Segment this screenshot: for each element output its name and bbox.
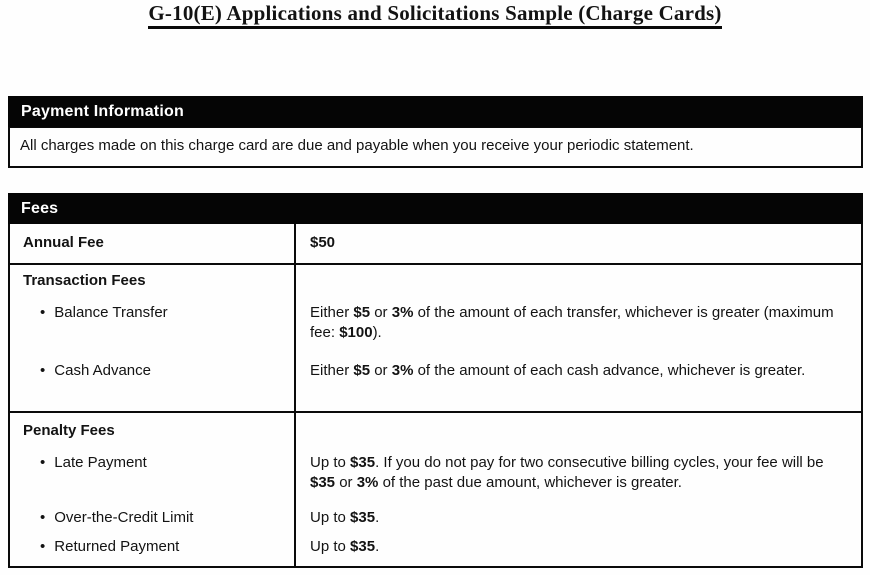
bullet-icon: • (40, 509, 46, 526)
fee-category-penalty-fees-spacer (295, 411, 861, 441)
fee-label-returned-payment-text: Returned Payment (54, 538, 180, 555)
fee-label-balance-transfer (10, 291, 295, 343)
fee-category-transaction-fees-spacer (295, 263, 861, 291)
fee-label-cash-advance-text: Cash Advance (54, 362, 151, 379)
fees-section (8, 193, 863, 568)
payment-information-section (8, 96, 863, 168)
fee-category-penalty-fees: Penalty Fees (10, 411, 295, 441)
page-title (0, 1, 870, 26)
payment-information-header-label: Payment Information (21, 102, 184, 120)
fee-label-balance-transfer-text: Balance Transfer (54, 304, 168, 321)
payment-information-text: All charges made on this charge card are due and payable when you receive your periodic statement. (8, 127, 863, 168)
fee-label-cash-advance (10, 343, 295, 411)
bullet-icon: • (40, 304, 46, 321)
bullet-icon: • (40, 362, 46, 379)
payment-information-header-bar (8, 96, 863, 127)
fee-category-transaction-fees: Transaction Fees (10, 263, 295, 291)
fee-label-late-payment-text: Late Payment (54, 454, 147, 471)
bullet-icon: • (40, 454, 46, 471)
page-title-text: G-10(E) Applications and Solicitations Sample (Charge Cards) (148, 1, 721, 29)
fees-header-label: Fees (21, 199, 59, 217)
fee-label-over-the-credit-limit-text: Over-the-Credit Limit (54, 509, 194, 526)
fees-header-bar (8, 193, 863, 224)
fee-value-annual-fee: $50 (310, 234, 336, 251)
fee-label-returned-payment (10, 529, 295, 566)
fee-label-over-the-credit-limit (10, 493, 295, 529)
bullet-icon: • (40, 538, 46, 555)
fee-value-over-the-credit-limit: Up to $35. (310, 509, 380, 526)
fee-label-annual-fee: Annual Fee (23, 234, 104, 251)
fee-value-returned-payment: Up to $35. (310, 538, 380, 555)
fee-value-cash-advance: Either $5 or 3% of the amount of each cash advance, whichever is greater. (310, 362, 806, 379)
fees-table (8, 224, 863, 568)
fee-value-balance-transfer: Either $5 or 3% of the amount of each transfer, whichever is greater (maximum fee: $100). (310, 304, 834, 341)
column-divider (294, 224, 296, 566)
fee-value-late-payment: Up to $35. If you do not pay for two consecutive billing cycles, your fee will be $35 or 3% of the past due amount, whichever is greater. (310, 454, 824, 491)
fee-label-late-payment (10, 441, 295, 493)
